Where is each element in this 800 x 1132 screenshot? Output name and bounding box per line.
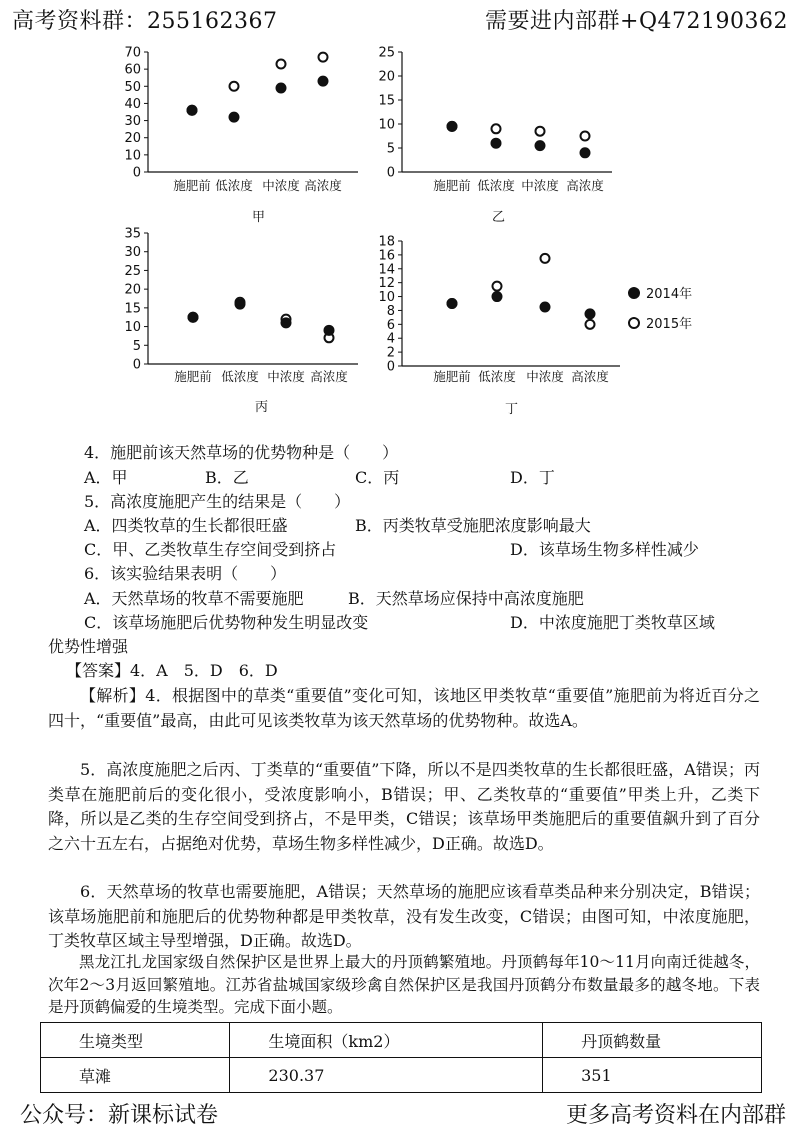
chart-title-ding: 丁 [505, 402, 519, 417]
y-tick-label: 15 [124, 301, 141, 317]
table-header-cell: 生境面积（km2） [230, 1023, 543, 1058]
point-2015 [581, 132, 590, 141]
table-header-row [41, 1023, 762, 1058]
point-2014 [540, 302, 550, 312]
q4-stem: 4．施肥前该天然草场的优势物种是（ ） [84, 443, 399, 462]
point-2014 [229, 112, 239, 122]
point-2015 [492, 124, 501, 133]
point-2014 [491, 138, 501, 148]
header-contact-ad: 需要进内部群+Q472190362 [485, 9, 788, 34]
x-tick-label: 低浓度 [221, 369, 259, 384]
point-2015 [230, 82, 239, 91]
y-tick-label: 20 [124, 131, 141, 147]
point-2014 [276, 83, 286, 93]
x-tick-label: 高浓度 [566, 178, 604, 193]
q5-option-c: C．甲、乙类牧草生存空间受到挤占 [84, 540, 337, 559]
y-tick-label: 10 [378, 290, 395, 306]
point-2015 [493, 282, 502, 291]
hollow-circle-icon [628, 317, 640, 329]
y-tick-label: 12 [378, 276, 395, 292]
table-header-cell: 生境类型 [41, 1023, 230, 1058]
y-tick-label: 70 [124, 45, 141, 61]
y-tick-label: 20 [378, 69, 395, 85]
x-tick-label: 低浓度 [215, 178, 253, 193]
q6-option-a: A．天然草场的牧草不需要施肥 [84, 589, 304, 608]
answer-line: 【答案】4．A 5．D 6．D [66, 661, 278, 680]
y-tick-label: 25 [378, 45, 395, 61]
legend-2014-label: 2014年 [646, 287, 693, 302]
point-2015 [319, 53, 328, 62]
x-tick-label: 高浓度 [310, 369, 348, 384]
x-tick-label: 施肥前 [173, 178, 211, 193]
x-tick-label: 高浓度 [304, 178, 342, 193]
q4-option-c: C．丙 [355, 468, 400, 487]
q5-stem: 5．高浓度施肥产生的结果是（ ） [84, 492, 351, 511]
legend-2014 [628, 283, 692, 302]
point-2015 [277, 60, 286, 69]
q6-option-d-continued: 优势性增强 [48, 637, 129, 656]
header-group-ad: 高考资料群：255162367 [12, 9, 278, 34]
chart-title-bing: 丙 [255, 400, 269, 415]
filled-circle-icon [628, 287, 640, 299]
q4-option-b: B．乙 [205, 468, 249, 487]
point-2014 [585, 309, 595, 319]
x-tick-label: 中浓度 [267, 369, 305, 384]
y-tick-label: 10 [378, 117, 395, 133]
y-tick-label: 60 [124, 62, 141, 78]
y-tick-label: 18 [378, 234, 395, 250]
q6-option-c: C．该草场施肥后优势物种发生明显改变 [84, 613, 369, 632]
y-tick-label: 5 [386, 141, 395, 157]
analysis-q6 [48, 880, 760, 954]
analysis-q5-text: 5．高浓度施肥之后丙、丁类草的“重要值”下降，所以不是四类牧草的生长都很旺盛，A错误；丙类草在施肥前后的变化很小，受浓度影响小，B错误；甲、乙类牧草的“重要值”甲类上升，乙类下降，所以是乙类的生存空间受到挤占，不是甲类，C错误；该草场甲类施肥后的重要值飙升到了百分之六十五左右，占据绝对优势，草场生物多样性减少，D正确。故选D。 [48, 760, 760, 853]
crane-passage-text: 黑龙江扎龙国家级自然保护区是世界上最大的丹顶鹤繁殖地。丹顶鹤每年10～11月向南迁徙越冬，次年2～3月返回繁殖地。江苏省盐城国家级珍禽自然保护区是我国丹顶鹤分布数量最多的越冬地。下表是丹顶鹤偏爱的生境类型。完成下面小题。 [48, 953, 760, 1016]
analysis-q5 [48, 758, 760, 856]
crane-passage [48, 951, 760, 1019]
x-tick-label: 低浓度 [477, 178, 515, 193]
analysis-q4-text: 【解析】4．根据图中的草类“重要值”变化可知，该地区甲类牧草“重要值”施肥前为将近百分之四十，“重要值”最高，由此可见该类牧草为该天然草场的优势物种。故选A。 [48, 686, 760, 730]
y-tick-label: 25 [124, 263, 141, 279]
q4-option-d: D．丁 [510, 468, 555, 487]
y-tick-label: 4 [386, 331, 395, 347]
chart-title-jia: 甲 [252, 210, 266, 225]
x-tick-label: 低浓度 [478, 369, 516, 384]
y-tick-label: 30 [124, 245, 141, 261]
y-tick-label: 0 [132, 165, 141, 181]
y-tick-label: 20 [124, 282, 141, 298]
footer-wechat-ad: 公众号：新课标试卷 [20, 1103, 219, 1128]
footer-group-ad: 更多高考资料在内部群 [565, 1103, 786, 1128]
q6-option-b: B．天然草场应保持中高浓度施肥 [348, 589, 584, 608]
table-header-cell: 丹顶鹤数量 [543, 1023, 762, 1058]
charts-panel [0, 0, 800, 420]
legend-2015 [628, 313, 692, 332]
y-tick-label: 15 [378, 93, 395, 109]
y-tick-label: 8 [386, 303, 395, 319]
y-tick-label: 14 [378, 262, 395, 278]
x-tick-label: 高浓度 [571, 369, 609, 384]
y-tick-label: 35 [124, 226, 141, 242]
point-2015 [536, 127, 545, 136]
point-2014 [318, 76, 328, 86]
q5-option-a: A．四类牧草的生长都很旺盛 [84, 516, 288, 535]
y-tick-label: 16 [378, 248, 395, 264]
analysis-q6-text: 6．天然草场的牧草也需要施肥，A错误；天然草场的施肥应该看草类品种来分别决定，B错误；该草场施肥前和施肥后的优势物种都是甲类牧草，没有发生改变，C错误；由图可知，中浓度施肥，丁类牧草区域主导型增强，D正确。故选D。 [48, 882, 760, 950]
point-2015 [586, 320, 595, 329]
table-cell: 351 [543, 1058, 762, 1093]
q6-stem: 6．该实验结果表明（ ） [84, 564, 287, 583]
point-2014 [492, 292, 502, 302]
habitat-table [40, 1022, 762, 1093]
q4-option-a: A．甲 [84, 468, 128, 487]
point-2014 [535, 141, 545, 151]
table-row [41, 1058, 762, 1093]
y-tick-label: 0 [132, 357, 141, 373]
y-tick-label: 5 [132, 338, 141, 354]
table-cell: 230.37 [230, 1058, 543, 1093]
y-tick-label: 2 [386, 345, 395, 361]
chart-title-yi: 乙 [492, 210, 506, 225]
x-tick-label: 施肥前 [174, 369, 212, 384]
legend-2015-label: 2015年 [646, 317, 693, 332]
x-tick-label: 中浓度 [526, 369, 564, 384]
y-tick-label: 0 [386, 359, 395, 375]
y-tick-label: 30 [124, 114, 141, 130]
y-tick-label: 0 [386, 165, 395, 181]
q6-option-d: D．中浓度施肥丁类牧草区域 [510, 613, 715, 632]
q5-option-d: D．该草场生物多样性减少 [510, 540, 699, 559]
q5-option-b: B．丙类牧草受施肥浓度影响最大 [355, 516, 591, 535]
x-tick-label: 中浓度 [262, 178, 300, 193]
point-2015 [541, 254, 550, 263]
point-2014 [580, 148, 590, 158]
y-tick-label: 40 [124, 96, 141, 112]
x-tick-label: 施肥前 [433, 178, 471, 193]
analysis-q4 [48, 684, 760, 733]
y-tick-label: 50 [124, 79, 141, 95]
table-cell: 草滩 [41, 1058, 230, 1093]
y-tick-label: 10 [124, 320, 141, 336]
y-tick-label: 10 [124, 148, 141, 164]
y-tick-label: 6 [386, 317, 395, 333]
x-tick-label: 施肥前 [433, 369, 471, 384]
x-tick-label: 中浓度 [521, 178, 559, 193]
